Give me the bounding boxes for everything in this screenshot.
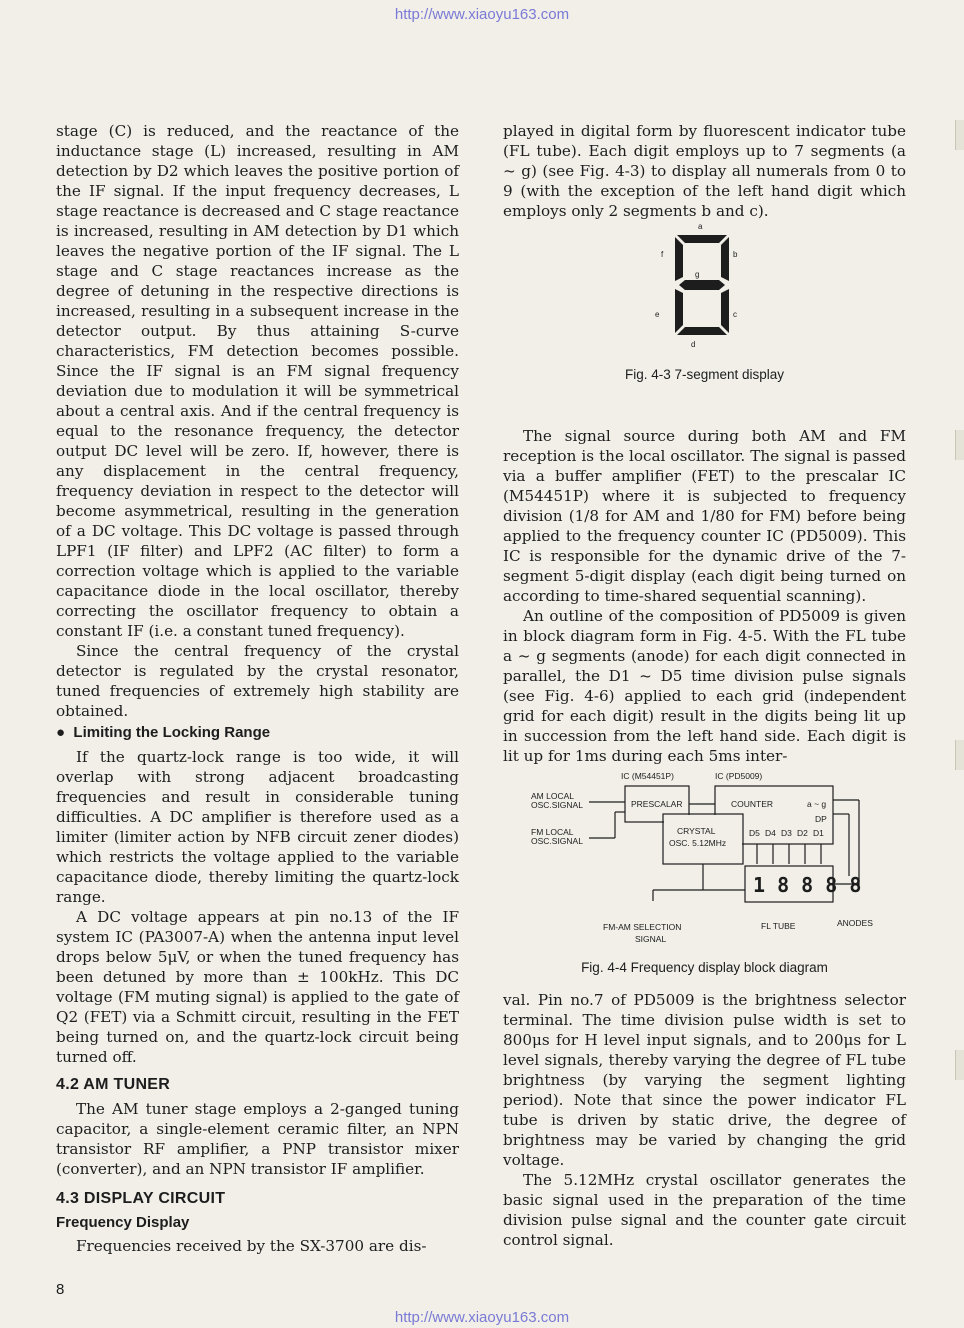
segment-label: e (655, 310, 660, 319)
segment-label: d (691, 340, 696, 349)
anodes-label: ANODES (837, 918, 873, 928)
segment-label: b (733, 250, 738, 259)
paragraph: Since the central frequency of the crystal detector is regulated by the crystal resonator, tuned frequencies of extremely high stability are obtained. (56, 642, 459, 720)
segment-a (677, 235, 727, 243)
paragraph: The signal source during both AM and FM reception is the local oscillator. The signal is passed via a buffer amplifier (FET) to the prescalar IC (M54451P) where it is subjected to frequency division (1/8 for AM and 1/80 for FM) before being applied to the frequency counter IC (PD5009). This IC is responsible for the dynamic drive of the 7-segment 5-digit display (each digit being turned on according to time-shared sequential scanning). (503, 427, 906, 605)
page-edge-tab (955, 120, 964, 150)
segment-f (675, 237, 683, 281)
prescaler-label: PRESCALAR (631, 799, 683, 809)
digit-label: D3 (781, 828, 792, 838)
page-edge-tab (955, 430, 964, 460)
signal-label: AM LOCAL (531, 791, 574, 801)
page-edge-tab (955, 740, 964, 770)
signal-label: OSC.SIGNAL (531, 836, 583, 846)
segment-label: a (698, 222, 703, 231)
segment-label: c (733, 310, 737, 319)
segments-label: a ~ g (807, 799, 827, 809)
bullet-heading: ● Limiting the Locking Range (56, 724, 271, 741)
paragraph: The AM tuner stage employs a 2-ganged tuning capacitor, a single-element ceramic filter, an NPN transistor RF amplifier, a PNP transistor mixer (converter), and an NPN transistor IF amplifier. (56, 1100, 459, 1178)
dp-label: DP (815, 814, 827, 824)
fl-tube-digits: 1 8 8 8 8 (753, 873, 862, 897)
segment-e (675, 289, 683, 333)
figure-caption: Fig. 4-3 7-segment display (624, 367, 785, 382)
signal-label: FM LOCAL (531, 827, 574, 837)
paragraph: If the quartz-lock range is too wide, it will overlap with strong adjacent broadcasting frequencies and result in considerable tuning difficulties. A DC amplifier is therefore used as a limiter (limiter action by NFB circuit zener diodes) which restricts the voltage applied to the variable capacitance diode, thereby limiting the quartz-lock range. (56, 748, 459, 906)
paragraph: stage (C) is reduced, and the reactance of the inductance stage (L) increased, resulting in AM detection by D2 which leaves the positive portion of the IF signal. If the input frequency decreases, L stage reactance is decreased and C stage reactance is increased, resulting in AM detection by D1 which leaves the negative portion of the IF signal. The L stage and C stage reactances increase as the degree of detuning in the respective directions is increased, resulting in a subsequent increase in the detector output. By thus attaining S-curve characteristics, FM detection becomes possible. Since the IF signal is an FM signal frequency deviation due to modulation it will be symmetrical about a central axis. And if the central frequency is equal to the resonance frequency, the detector output DC level will be zero. If, however, there is any displacement in the central frequency, frequency deviation in respect to the detector will become asymmetrical, resulting in the generation of a DC voltage. This DC voltage is passed through LPF1 (IF filter) and LPF2 (AC filter) to form a correction voltage which is applied to the variable capacitance diode in the local oscillator, thereby correcting the oscillator frequency to obtain a constant IF (i.e. a constant tuned frequency). (56, 122, 459, 640)
digit-label: D4 (765, 828, 776, 838)
subheading-frequency-display: Frequency Display (56, 1214, 190, 1231)
digit-label: D5 (749, 828, 760, 838)
left-column (56, 121, 459, 1256)
crystal-label: OSC. 5.12MHz (669, 838, 727, 848)
selection-label: FM-AM SELECTION (603, 922, 682, 932)
figure-4-3 (503, 221, 906, 426)
ic-label: IC (M54451P) (621, 771, 674, 781)
header-url[interactable]: http://www.xiaoyu163.com (394, 6, 570, 23)
paragraph: An outline of the composition of PD5009 is given in block diagram form in Fig. 4-5. With the FL tube a ~ g segments (anode) for each digit connected in parallel, the D1 ~ D5 time division pulse signals (see Fig. 4-6) applied to each grid (independent grid for each digit) result in the digits being lit up in succession from the left hand side. Each digit is lit up for 1ms during each 5ms inter- (503, 607, 906, 765)
signal-label: OSC.SIGNAL (531, 800, 583, 810)
segment-c (721, 289, 729, 333)
figure-caption: Fig. 4-4 Frequency display block diagram (581, 960, 828, 975)
selection-label: SIGNAL (635, 934, 667, 944)
ic-label: IC (PD5009) (715, 771, 763, 781)
counter-label: COUNTER (731, 799, 774, 809)
paragraph: Frequencies received by the SX-3700 are dis- (76, 1237, 427, 1255)
segment-label: g (695, 270, 700, 279)
digit-label: D1 (813, 828, 824, 838)
fl-tube-label: FL TUBE (761, 921, 796, 931)
bullet-icon: ● (56, 724, 74, 741)
section-heading-am-tuner: 4.2 AM TUNER (56, 1076, 171, 1093)
crystal-label: CRYSTAL (677, 826, 716, 836)
paragraph: A DC voltage appears at pin no.13 of the IF system IC (PA3007-A) when the antenna input level drops below 5μV, or when the tuned frequency has been detuned by more than ± 100kHz. This DC voltage (FM muting signal) is applied to the gate of Q2 (FET) via a Schmitt circuit, resulting in the FET being turned on, and the quartz-lock circuit being turned off. (56, 908, 459, 1066)
figure-4-4 (503, 766, 906, 990)
digit-label: D2 (797, 828, 808, 838)
footer-url[interactable]: http://www.xiaoyu163.com (394, 1309, 570, 1326)
segment-b (721, 237, 729, 281)
segment-d (677, 327, 727, 335)
segment-g (679, 280, 725, 290)
paragraph: val. Pin no.7 of PD5009 is the brightness selector terminal. The time division pulse width is set to 800μs for H level input signals, and to 200μs for L level signals, thereby varying the degree of FL tube brightness (by varying the segment lighting period). Note that since the power indicator FL tube is driven by static drive, the degree of brightness may be varied by changing the grid voltage. (503, 991, 906, 1169)
segment-label: f (661, 250, 664, 259)
block-diagram (503, 766, 906, 966)
right-column (503, 121, 906, 1250)
page-number: 8 (56, 1281, 65, 1298)
paragraph: The 5.12MHz crystal oscillator generates the basic signal used in the preparation of the time division pulse signal and the counter gate circuit control signal. (503, 1171, 906, 1249)
page-edge-tab (955, 1050, 964, 1080)
section-heading-display-circuit: 4.3 DISPLAY CIRCUIT (56, 1190, 226, 1207)
paragraph: played in digital form by fluorescent indicator tube (FL tube). Each digit employs up to 7 segments (a ~ g) (see Fig. 4-3) to display all numerals from 0 to 9 (with the exception of the left hand digit which employs only 2 segments b and c). (503, 122, 906, 220)
